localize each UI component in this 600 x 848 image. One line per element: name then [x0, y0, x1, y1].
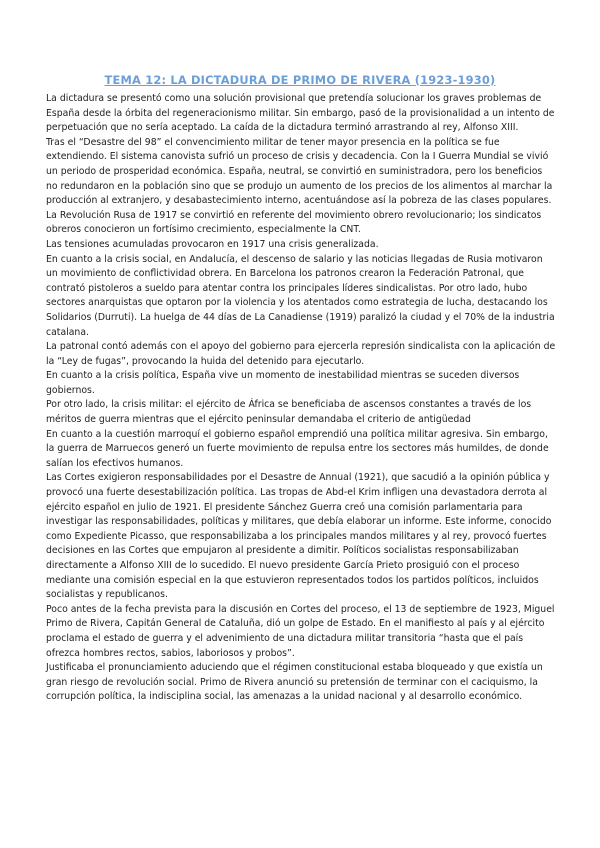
paragraph: En cuanto a la crisis política, España vive un momento de inestabilidad mientras se suceden diversos gobiernos.: [46, 370, 520, 396]
paragraph: Las Cortes exigieron responsabilidades por el Desastre de Annual (1921), que sacudió a la opinión pública y provocó una fuerte desestabilización política. Las tropas de Abd-el Krim infligen una devastadora derrota al ejército español en julio de 1921. El presidente Sánchez Guerra creó una comisión parlamentaria para investigar las responsabilidades, políticas y militares, que debía elaborar un informe. Este informe, conocido como Expediente Picasso, que responsabilizaba a los principales mandos militares y al rey, provocó fuertes decisiones en las Cortes que empujaron al presidente a dimitir. Políticos socialistas responsabilizaban directamente a Alfonso XIII de lo sucedido. El nuevo presidente García Prieto prosiguió con el proceso mediante una comisión especial en la que estuvieron representados todos los partidos políticos, incluidos socialistas y republicanos.: [46, 472, 552, 601]
paragraph: Tras el “Desastre del 98” el convencimiento militar de tener mayor presencia en la política se fue extendiendo. El sistema canovista sufrió un proceso de crisis y decadencia. Con la I Guerra Mundial se vivió un periodo de prosperidad económica. España, neutral, se convirtió en suministradora, pero los beneficios no redundaron en la población sino que se produjo un aumento de los precios de los alimentos al marchar la producción al extranjero, y desabastecimiento interno, acentuándose así la pobreza de las clases populares.: [46, 136, 553, 207]
document-title: TEMA 12: LA DICTADURA DE PRIMO DE RIVERA (1923-1930): [104, 73, 496, 87]
paragraph: La patronal contó además con el apoyo del gobierno para ejercerla represión sindicalista con la aplicación de la “Ley de fugas”, provocando la huida del detenido para ejecutarlo.: [46, 341, 556, 367]
paragraph: Justificaba el pronunciamiento aduciendo que el régimen constitucional estaba bloqueado y que existía un gran riesgo de revolución social. Primo de Rivera anunció su pretensión de terminar con el caciquismo, la corrupción política, la indisciplina social, las amenazas a la unidad nacional y al desarrollo económico.: [46, 662, 543, 703]
paragraph: En cuanto a la cuestión marroquí el gobierno español emprendió una política militar agresiva. Sin embargo, la guerra de Marruecos generó un fuerte movimiento de repulsa entre los sectores más humildes, de donde salían los efectivos humanos.: [46, 428, 549, 469]
paragraph: Las tensiones acumuladas provocaron en 1917 una crisis generalizada.: [46, 238, 379, 250]
document-body: [46, 92, 556, 705]
paragraph: En cuanto a la crisis social, en Andalucía, el descenso de salario y las noticias llegadas de Rusia motivaron un movimiento de conflictividad obrera. En Barcelona los patronos crearon la Federación Patronal, que contrató pistoleros a sueldo para atentar contra los principales líderes sindicalistas. Por otro lado, hubo sectores anarquistas que optaron por la violencia y los atentados como estrategia de lucha, destacando los Solidarios (Durruti). La huelga de 44 días de La Canadiense (1919) paralizó la ciudad y el 70% de la industria catalana.: [46, 253, 555, 338]
paragraph: Por otro lado, la crisis militar: el ejército de África se beneficiaba de ascensos constantes a través de los méritos de guerra mientras que el ejército peninsular demandaba el criterio de antigüedad: [46, 399, 532, 426]
paragraph: La dictadura se presentó como una solución provisional que pretendía solucionar los graves problemas de España desde la órbita del regeneracionismo militar. Sin embargo, pasó de la provisionalidad a un intento de perpetuación que no sería aceptado. La caída de la dictadura terminó arrastrando al rey, Alfonso XIII.: [46, 93, 555, 134]
paragraph: Poco antes de la fecha prevista para la discusión en Cortes del proceso, el 13 de septiembre de 1923, Miguel Primo de Rivera, Capitán General de Cataluña, dió un golpe de Estado. En el manifiesto al país y al ejército proclama el estado de guerra y el advenimiento de una dictadura militar transitoria “hasta que el país ofrezca hombres rectos, sabios, laboriosos y probos”.: [46, 603, 555, 659]
paragraph: La Revolución Rusa de 1917 se convirtió en referente del movimiento obrero revolucionario; los sindicatos obreros conocieron un fortísimo crecimiento, especialmente la CNT.: [46, 209, 542, 236]
